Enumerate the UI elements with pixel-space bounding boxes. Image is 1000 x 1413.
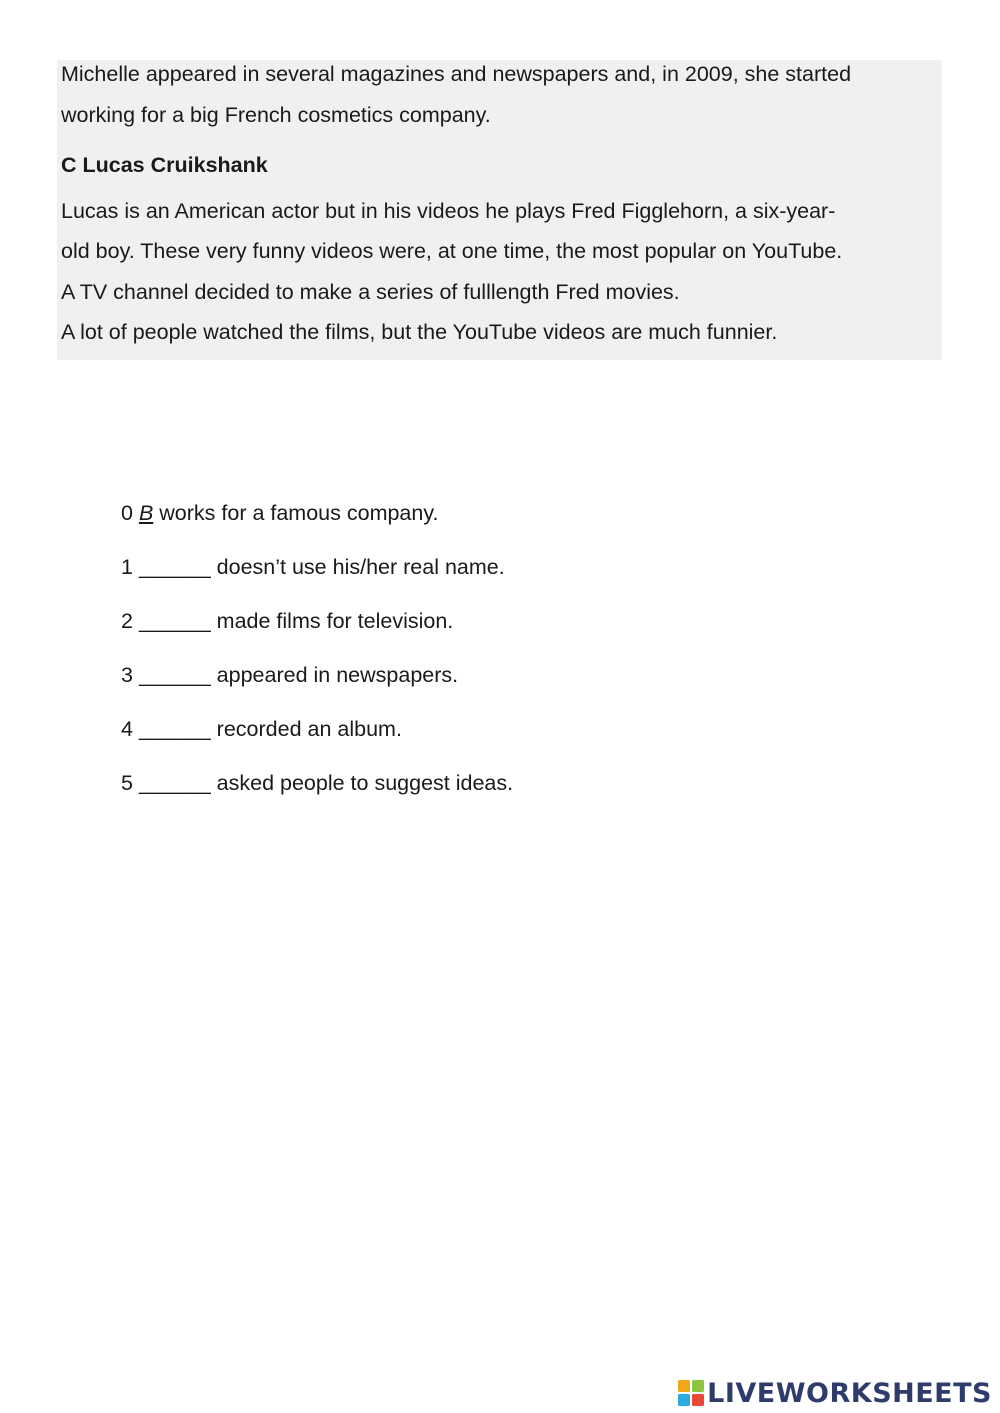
- liveworksheets-logo-icon: [678, 1380, 704, 1406]
- question-number: 2: [121, 609, 133, 633]
- question-text: asked people to suggest ideas.: [210, 771, 514, 795]
- example-question: [121, 499, 438, 527]
- question-item: [121, 607, 453, 635]
- question-text: made films for television.: [210, 609, 454, 633]
- question-text: doesn’t use his/her real name.: [210, 555, 505, 579]
- liveworksheets-brand: [678, 1376, 992, 1410]
- answer-blank[interactable]: ______: [138, 555, 211, 579]
- question-number: 1: [121, 555, 133, 579]
- question-item: [121, 769, 513, 797]
- question-number: 4: [121, 717, 133, 741]
- question-number: 0: [121, 501, 133, 525]
- passage-line: A lot of people watched the films, but the YouTube videos are much funnier.: [61, 320, 778, 344]
- question-text: works for a famous company.: [153, 501, 439, 525]
- question-text: appeared in newspapers.: [210, 663, 459, 687]
- answer-blank[interactable]: ______: [138, 771, 211, 795]
- answer-blank[interactable]: ______: [138, 663, 211, 687]
- section-heading: C Lucas Cruikshank: [61, 153, 268, 177]
- answer-blank[interactable]: ______: [138, 717, 211, 741]
- question-item: [121, 553, 505, 581]
- question-item: [121, 661, 458, 689]
- passage-line: Michelle appeared in several magazines and newspapers and, in 2009, she started: [61, 62, 852, 86]
- answer-blank[interactable]: ______: [138, 609, 211, 633]
- question-number: 5: [121, 771, 133, 795]
- passage-line: Lucas is an American actor but in his videos he plays Fred Figglehorn, a six-year-: [61, 199, 836, 223]
- question-number: 3: [121, 663, 133, 687]
- passage-line: A TV channel decided to make a series of fulllength Fred movies.: [61, 280, 680, 304]
- passage-line: working for a big French cosmetics company.: [61, 103, 491, 127]
- brand-name: LIVEWORKSHEETS: [707, 1377, 992, 1409]
- question-item: [121, 715, 402, 743]
- example-answer: B: [138, 501, 154, 525]
- question-text: recorded an album.: [210, 717, 402, 741]
- passage-line: old boy. These very funny videos were, at one time, the most popular on YouTube.: [61, 239, 843, 263]
